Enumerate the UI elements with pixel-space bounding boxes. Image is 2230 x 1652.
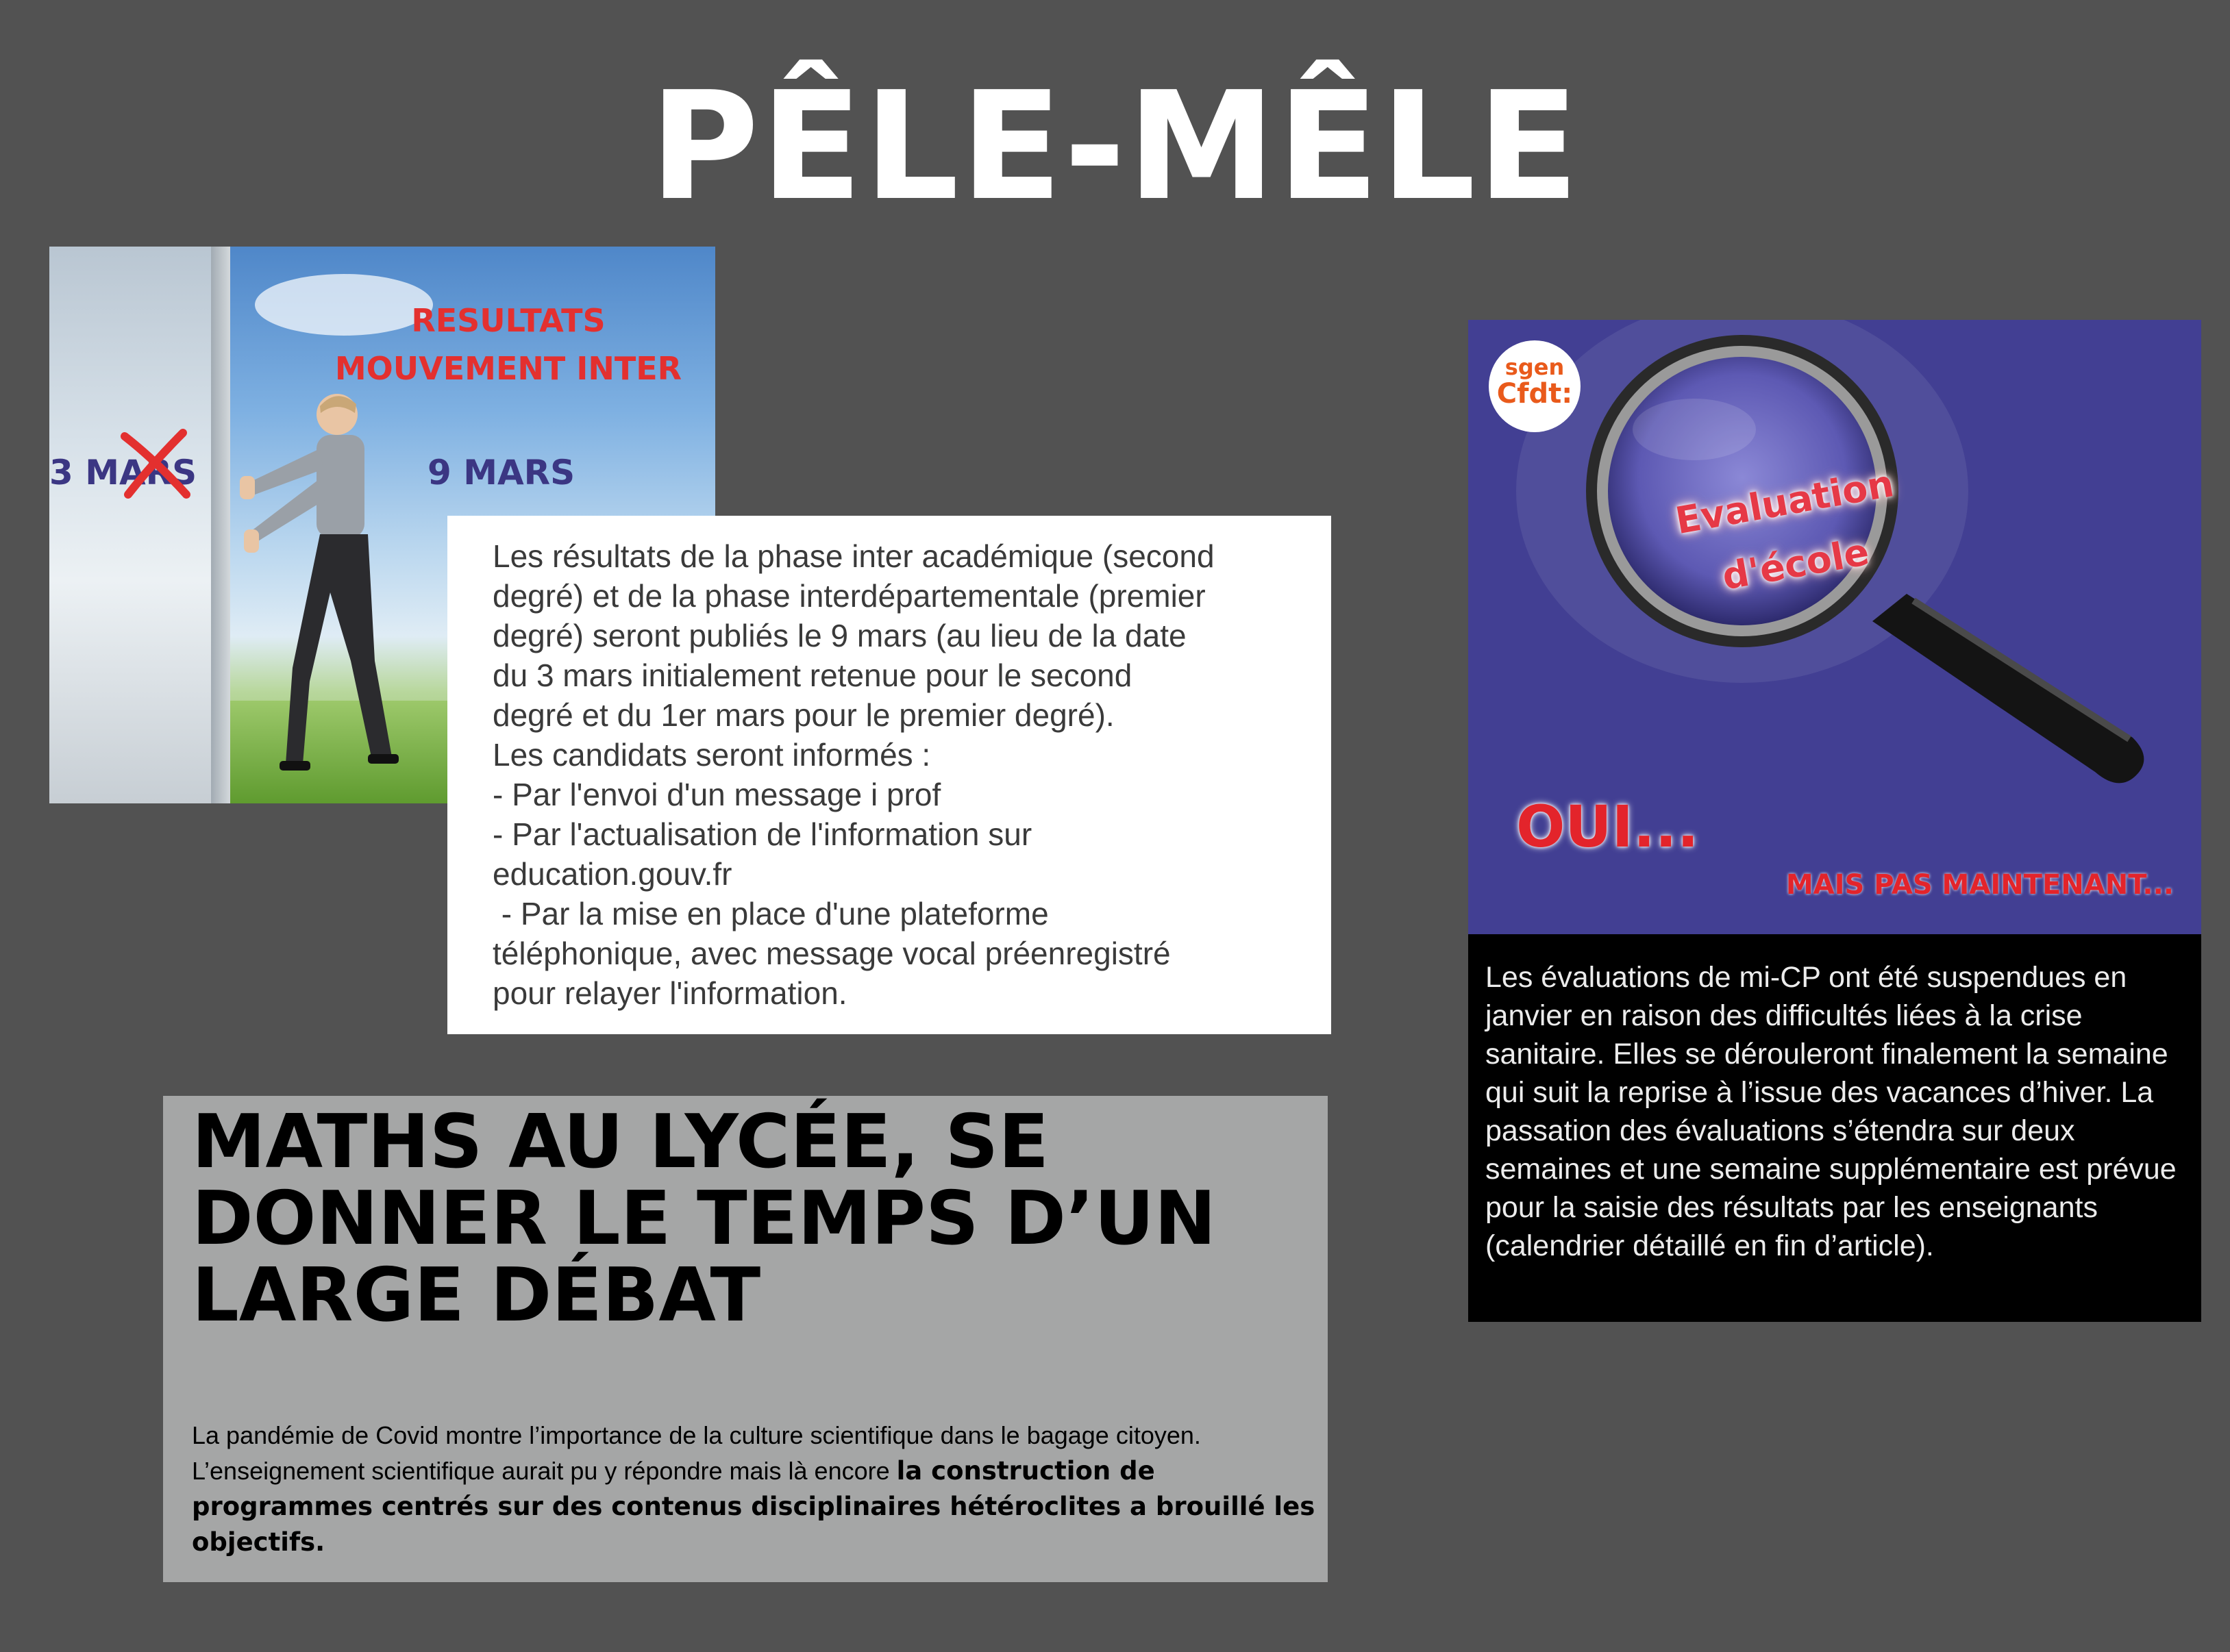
- maths-article-title: MATHS AU LYCÉE, SE DONNER LE TEMPS D’UN LARGE DÉBAT: [192, 1099, 1217, 1338]
- sgen-cfdt-logo: [1489, 340, 1581, 432]
- evaluation-ecole-image: [1468, 320, 2201, 934]
- old-date-label: 3 MARS: [49, 453, 197, 492]
- inter-info-box: [447, 516, 1331, 1034]
- maths-article-text: [192, 1418, 1315, 1560]
- cross-out-icon: [118, 426, 193, 501]
- evaluation-label-line1: Evaluation: [1672, 462, 1897, 543]
- inter-heading-line1: RESULTATS: [411, 302, 606, 339]
- inter-heading-line2: MOUVEMENT INTER: [334, 350, 682, 387]
- logo-line2: Cfdt:: [1496, 378, 1573, 410]
- evaluation-info-box: [1468, 934, 2201, 1322]
- oui-text: OUI...: [1516, 793, 1699, 860]
- inter-info-text: Les résultats de la phase inter académique (second degré) et de la phase interdépartementale (premier degré) seront publiés le 9 mars (au lieu de la date du 3 mars initialement retenue pour le second degré et du 1er mars pour le premier degré). Les candidats seront informés : - Par l'envoi d'un message i prof - Par l'actualisation de l'information sur education.gouv.fr - Par la mise en place d'une plateforme téléphonique, avec message vocal préenregistré pour relayer l'information.: [493, 538, 1215, 1011]
- mais-pas-maintenant-text: MAIS PAS MAINTENANT...: [1785, 869, 2174, 901]
- evaluation-label-line2: d'école: [1719, 530, 1872, 599]
- maths-article-box: [163, 1096, 1328, 1582]
- new-date-label: 9 MARS: [428, 453, 575, 492]
- woman-pushing-wall-illustration: [234, 373, 412, 784]
- evaluation-info-text: Les évaluations de mi-CP ont été suspendues en janvier en raison des difficultés liées à la crise sanitaire. Elles se dérouleront finalement la semaine qui suit la reprise à l’issue des vacances d’hiver. La passation des évaluations s’étendra sur deux semaines et une semaine supplémentaire est prévue pour la saisie des résultats par les enseignants (calendrier détaillé en fin d’article).: [1485, 961, 2177, 1262]
- wall-edge: [211, 247, 230, 803]
- logo-line1: sgen: [1504, 354, 1565, 380]
- maths-emphasis-text: la construction de programmes centrés sur des contenus disciplinaires hétéroclites a brouillé les objectifs.: [192, 1456, 1315, 1557]
- maths-intro-text: La pandémie de Covid montre l’importance de la culture scientifique dans le bagage citoyen. L’enseignement scientifique aurait pu y répondre mais là encore: [192, 1421, 1201, 1485]
- page-title: PÊLE-MÊLE: [649, 60, 1581, 234]
- wall-panel: [49, 247, 211, 803]
